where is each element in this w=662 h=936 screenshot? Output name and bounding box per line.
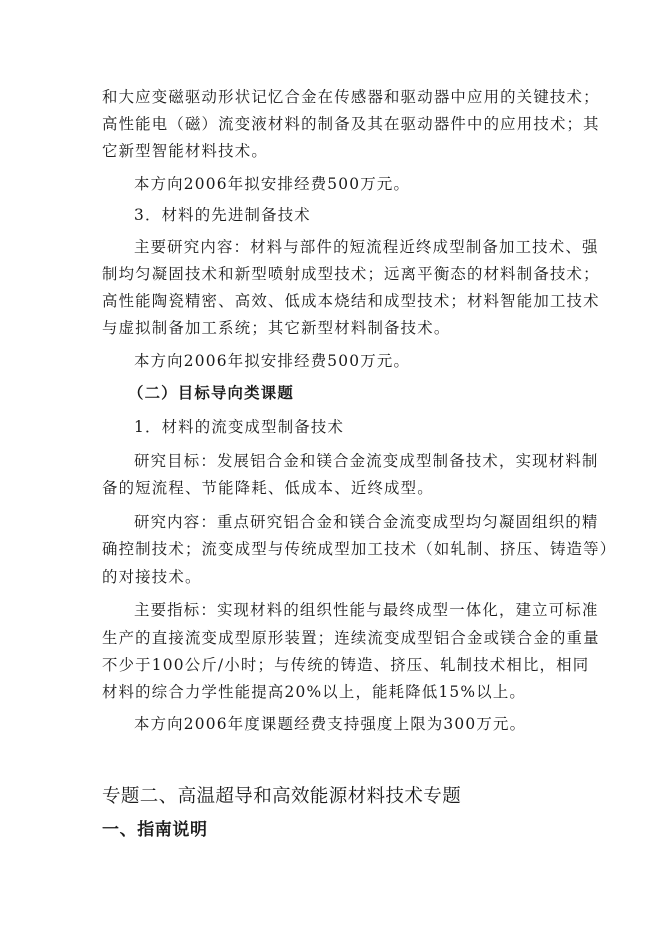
funding-statement: 本方向2006年拟安排经费500万元。 (134, 352, 411, 370)
body-text-line: 高性能电（磁）流变液材料的制备及其在驱动器件中的应用技术；其 (102, 115, 600, 133)
main-indicators-line: 不少于100公斤/小时；与传统的铸造、挤压、轧制技术相比，相同 (102, 656, 590, 674)
item-title: 1．材料的流变成型制备技术 (134, 418, 345, 436)
research-goal-line: 研究目标：发展铝合金和镁合金流变成型制备技术，实现材料制 (134, 452, 599, 470)
research-content-line: 研究内容：重点研究铝合金和镁合金流变成型均匀凝固组织的精 (134, 513, 599, 531)
section-content-line: 制均匀凝固技术和新型喷射成型技术；远离平衡态的材料制备技术； (102, 265, 600, 283)
research-content-line: 的对接技术。 (102, 568, 202, 586)
subheading: （二）目标导向类课题 (128, 384, 294, 402)
funding-statement: 本方向2006年拟安排经费500万元。 (134, 175, 411, 193)
section-content-line: 与虚拟制备加工系统；其它新型材料制备技术。 (102, 319, 451, 337)
section-content-line: 高性能陶瓷精密、高效、低成本烧结和成型技术；材料智能加工技术 (102, 292, 600, 310)
topic-heading: 专题二、高温超导和高效能源材料技术专题 (102, 786, 462, 807)
body-text-line: 它新型智能材料技术。 (102, 142, 268, 160)
main-indicators-line: 主要指标：实现材料的组织性能与最终成型一体化，建立可标准 (134, 601, 599, 619)
section-title: 3．材料的先进制备技术 (134, 206, 311, 224)
research-goal-line: 备的短流程、节能降耗、低成本、近终成型。 (102, 479, 434, 497)
main-indicators-line: 生产的直接流变成型原形装置；连续流变成型铝合金或镁合金的重量 (102, 629, 600, 647)
section-content-line: 主要研究内容：材料与部件的短流程近终成型制备加工技术、强 (134, 238, 599, 256)
main-indicators-line: 材料的综合力学性能提高20%以上，能耗降低15%以上。 (102, 683, 527, 701)
research-content-line: 确控制技术；流变成型与传统成型加工技术（如轧制、挤压、铸造等） (102, 540, 617, 558)
body-text-line: 和大应变磁驱动形状记忆合金在传感器和驱动器中应用的关键技术； (102, 88, 600, 106)
funding-statement: 本方向2006年度课题经费支持强度上限为300万元。 (134, 715, 527, 733)
guide-heading: 一、指南说明 (102, 820, 208, 840)
